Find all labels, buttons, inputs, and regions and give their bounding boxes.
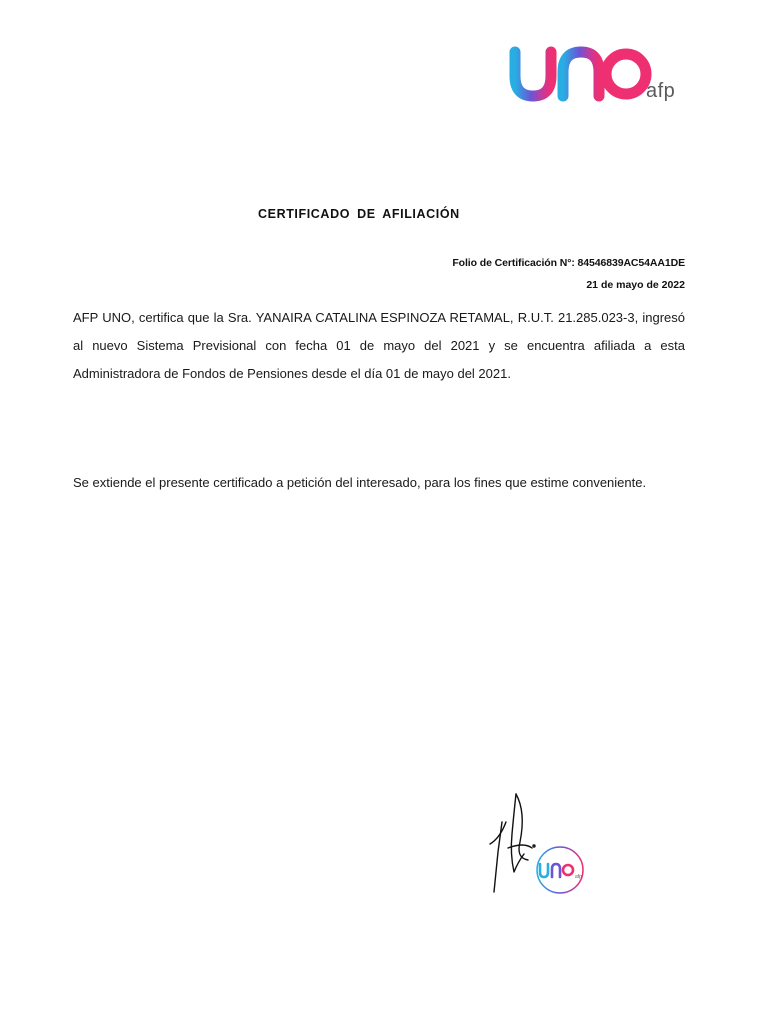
signature-stamp — [480, 782, 592, 906]
folio-number: Folio de Certificación N°: 84546839AC54AA1DE — [452, 257, 685, 269]
handwritten-signature — [490, 794, 535, 892]
closing-paragraph: Se extiende el presente certificado a petición del interesado, para los fines que estime conveniente. — [73, 475, 647, 490]
logo-afp-text: afp — [646, 80, 676, 102]
issue-date: 21 de mayo de 2022 — [586, 279, 685, 291]
document-title: CERTIFICADO DE AFILIACIÓN — [258, 207, 460, 221]
stamp-logo — [537, 847, 583, 893]
svg-text:afp: afp — [575, 874, 582, 880]
certification-paragraph: AFP UNO, certifica que la Sra. YANAIRA CATALINA ESPINOZA RETAMAL, R.U.T. 21.285.023-3, ingresó al nuevo Sistema Previsional con fecha 01 de mayo del 2021 y se encuentra afiliada a esta Administradora de Fondos de Pensiones desde el día 01 de mayo del 2021. — [73, 310, 685, 381]
